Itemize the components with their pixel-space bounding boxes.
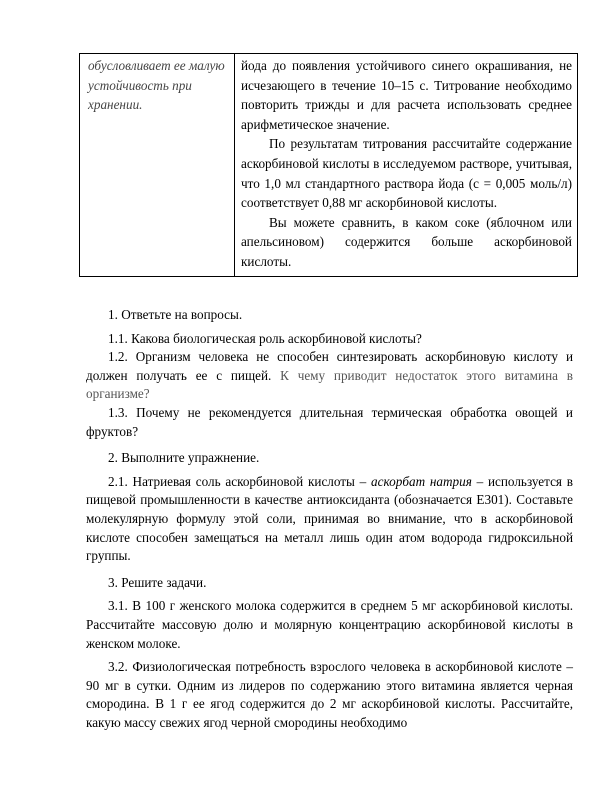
table-row <box>80 54 578 277</box>
task-item: 3.1. В 100 г женского молока содержится в среднем 5 мг аскорбиновой кислоты. Рассчитайте массовую долю и молярную концентрацию аскорбиновой кислоты в женском молоке. <box>86 598 573 651</box>
method-table <box>79 53 578 277</box>
question-text-highlight: К чему приводит недостаток этого витамина в организме? <box>86 367 573 402</box>
table-right-cell <box>235 54 578 277</box>
document-body <box>86 306 573 732</box>
table-left-cell: обусловливает ее малую устойчивость при хранении. <box>80 54 235 277</box>
question-item: 1.1. Какова биологическая роль аскорбиновой кислоты? <box>108 330 422 346</box>
exercise-text: 2.1. Натриевая соль аскорбиновой кислоты – <box>108 473 367 489</box>
section-heading: 3. Решите задачи. <box>108 574 207 590</box>
question-item <box>86 348 573 404</box>
exercise-item <box>86 473 573 566</box>
section-heading: 1. Ответьте на вопросы. <box>108 307 243 322</box>
exercise-text: – используется в пищевой промышленности в качестве антиоксиданта (обозначается Е301). Составьте молекулярную формулу этой соли, принимая во внимание, что в аскорбиновой кислоте способен замещаться на металл лишь один атом водорода гидроксильной группы. <box>86 473 573 564</box>
table-paragraph: йода до появления устойчивого синего окрашивания, не исчезающего в течение 10–15 с. Титрование необходимо повторить трижды и для расчета использовать среднее арифметическое значение. <box>241 58 572 132</box>
question-item: 1.3. Почему не рекомендуется длительная термическая обработка овощей и фруктов? <box>86 404 573 439</box>
task-item: 3.2. Физиологическая потребность взрослого человека в аскорбиновой кислоте – 90 мг в сутки. Одним из лидеров по содержанию этого витамина является черная смородина. В 1 г ее ягод содержится до 2 мг аскорбиновой кислоты. Рассчитайте, какую массу свежих ягод черной смородины необходимо <box>86 659 573 730</box>
table-paragraph: По результатам титрования рассчитайте содержание аскорбиновой кислоты в исследуемом растворе, учитывая, что 1,0 мл стандартного раствора йода (с = 0,005 моль/л) соответствует 0,88 мг аскорбиновой кислоты. <box>241 136 572 211</box>
question-text: 1.2. Организм человека не способен синтезировать аскорбиновую кислоту и должен получать ее с пищей. <box>86 349 573 383</box>
table-paragraph: Вы можете сравнить, в каком соке (яблочном или апельсиновом) содержится больше аскорбиновой кислоты. <box>241 214 572 269</box>
exercise-term: аскорбат натрия <box>371 473 472 489</box>
section-heading: 2. Выполните упражнение. <box>108 450 260 466</box>
